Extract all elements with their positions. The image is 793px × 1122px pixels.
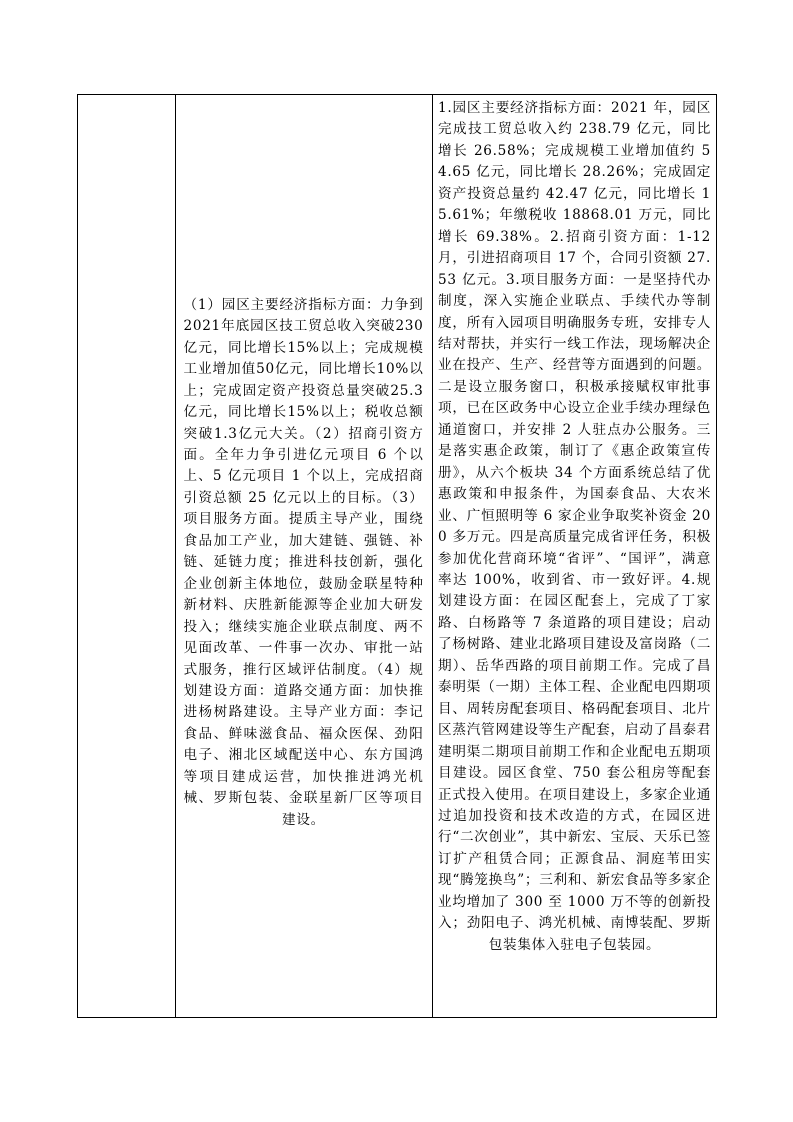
planned-targets-text: （1）园区主要经济指标方面：力争到2021年底园区技工贸总收入突破230亿元，同比增长15%以上；完成规模工业增加值50亿元，同比增长10%以上；完成固定资产投资总量突破25.3亿元，同比增长15%以上；税收总额突破1.3亿元大关。（2）招商引资方面。全年力争引进亿元项目 6 个以上、5 亿元项目 1 个以上，完成招商引资总额 25 亿元以上的目标。（3）项目服务方面。提质主导产业，围绕食品加工产业，加大建链、强链、补链、延链力度；推进科技创新，强化企业创新主体地位，鼓励金联星特种新材料、庆胜新能源等企业加大研发投入；继续实施企业联点制度、两不见面改革、一件事一次办、审批一站式服务，推行区域评估制度。（4）规划建设方面：道路交通方面：加快推进杨树路建设。主导产业方面：李记食品、鲜味滋食品、福众医保、劲阳电子、湘北区域配送中心、东方国鸿等项目建成运营，加快推进鸿光机械、罗斯包装、金联星新厂区等项目建设。 — [183, 296, 424, 828]
planned-targets-cell — [175, 95, 432, 1017]
completion-status-cell — [432, 95, 716, 1017]
report-table — [77, 94, 717, 1018]
completion-status-text: 1.园区主要经济指标方面：2021 年，园区完成技工贸总收入约 238.79 亿元，同比增长 26.58%；完成规模工业增加值约 54.65 亿元，同比增长 28.26%；完成固定资产投资总量约 42.47 亿元，同比增长 15.61%；年缴税收 18868.01 万元，同比增长 69.38%。2.招商引资方面：1-12 月，引进招商项目 17 个，合同引资额 27.53 亿元。3.项目服务方面：一是坚持代办制度，深入实施企业联点、手续代办等制度，所有入园项目明确服务专班，安排专人结对帮扶，并实行一线工作法，现场解决企业在投产、生产、经营等方面遇到的问题。二是设立服务窗口，积极承接赋权审批事项，已在区政务中心设立企业手续办理绿色通道窗口，并安排 2 人驻点办公服务。三是落实惠企政策，制订了《惠企政策宣传册》，从六个板块 34 个方面系统总结了优惠政策和申报条件，为国泰食品、大农米业、广恒照明等 6 家企业争取奖补资金 200 多万元。四是高质量完成省评任务，积极参加优化营商环境“省评”、“国评”，满意率达 100%，收到省、市一致好评。4.规划建设方面：在园区配套上，完成了丁家路、白杨路等 7 条道路的项目建设；启动了杨树路、建业北路项目建设及富岗路（二期）、岳华西路的项目前期工作。完成了昌泰明渠（一期）主体工程、企业配电四期项目、周转房配套项目、格码配套项目、北片区蒸汽管网建设等生产配套，启动了昌泰君建明渠二期项目前期工作和企业配电五期项目建设。园区食堂、750 套公租房等配套正式投入使用。在项目建设上，多家企业通过追加投资和技术改造的方式，在园区进行“二次创业”，其中新宏、宝辰、天乐已签订扩产租赁合同；正源食品、洞庭苇田实现“腾笼换鸟”；三利和、新宏食品等多家企业均增加了 300 至 1000 万不等的创新投入；劲阳电子、鸿光机械、南博装配、罗斯包装集体入驻电子包装园。 — [438, 100, 711, 953]
